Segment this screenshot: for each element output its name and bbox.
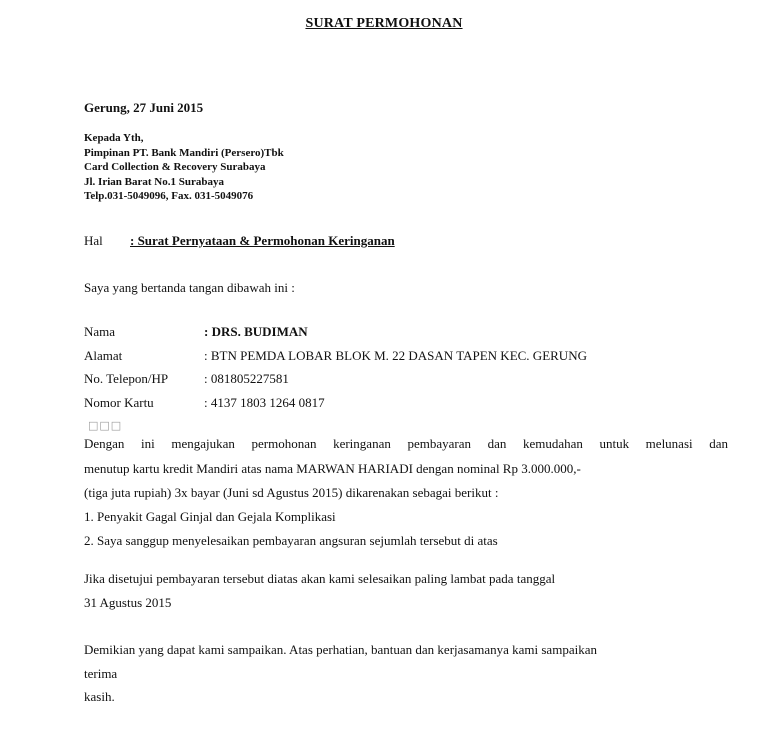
field-label: Nomor Kartu: [84, 394, 154, 410]
reason-item: 1. Penyakit Gagal Ginjal dan Gejala Komplikasi: [84, 509, 336, 524]
letter-date: Gerung, 27 Juni 2015: [84, 100, 204, 115]
paragraph-line: menutup kartu kredit Mandiri atas nama MARWAN HARIADI dengan nominal Rp 3.000.000,-: [84, 461, 581, 476]
field-row-phone: [84, 371, 587, 395]
letter-title: SURAT PERMOHONAN: [305, 16, 463, 31]
approval-line: Jika disetujui pembayaran tersebut diatas akan kami selesaikan paling lambat pada tanggal: [84, 571, 556, 586]
recipient-line: Card Collection & Recovery Surabaya: [84, 161, 266, 174]
field-value: : DRS. BUDIMAN: [204, 324, 308, 339]
subject-label: Hal: [84, 233, 103, 248]
closing-line: kasih.: [84, 689, 115, 704]
subject-text: : Surat Pernyataan & Permohonan Keringanan: [130, 233, 395, 248]
field-label: Alamat: [84, 347, 123, 363]
field-value: : BTN PEMDA LOBAR BLOK M. 22 DASAN TAPEN KEC. GERUNG: [204, 347, 587, 363]
recipient-line: Telp.031-5049096, Fax. 031-5049076: [84, 190, 254, 203]
approval-date: 31 Agustus 2015: [84, 595, 172, 610]
field-value: : 4137 1803 1264 0817: [204, 394, 325, 410]
closing-line: Demikian yang dapat kami sampaikan. Atas perhatian, bantuan dan kerjasamanya kami sampaikan: [84, 642, 597, 657]
closing-line: terima: [84, 666, 118, 681]
recipient-line: Pimpinan PT. Bank Mandiri (Persero)Tbk: [84, 146, 284, 159]
paragraph-line: Dengan ini mengajukan permohonan keringanan pembayaran dan kemudahan untuk melunasi dan: [84, 436, 728, 451]
placeholder-boxes: □□□: [88, 419, 123, 432]
subject-line: [84, 233, 395, 249]
identity-fields: [84, 324, 587, 418]
field-label: No. Telepon/HP: [84, 371, 169, 386]
paragraph-line: (tiga juta rupiah) 3x bayar (Juni sd Agustus 2015) dikarenakan sebagai berikut :: [84, 485, 499, 500]
reason-item: 2. Saya sanggup menyelesaikan pembayaran angsuran sejumlah tersebut di atas: [84, 533, 498, 548]
recipient-block: [84, 131, 284, 204]
field-value: : 081805227581: [204, 371, 289, 386]
field-row-name: [84, 324, 587, 348]
field-row-card-number: [84, 395, 587, 419]
recipient-line: Jl. Irian Barat No.1 Surabaya: [84, 175, 224, 188]
field-row-address: [84, 348, 587, 372]
recipient-line: Kepada Yth,: [84, 132, 144, 144]
field-label: Nama: [84, 324, 116, 339]
intro-text: Saya yang bertanda tangan dibawah ini :: [84, 280, 295, 295]
